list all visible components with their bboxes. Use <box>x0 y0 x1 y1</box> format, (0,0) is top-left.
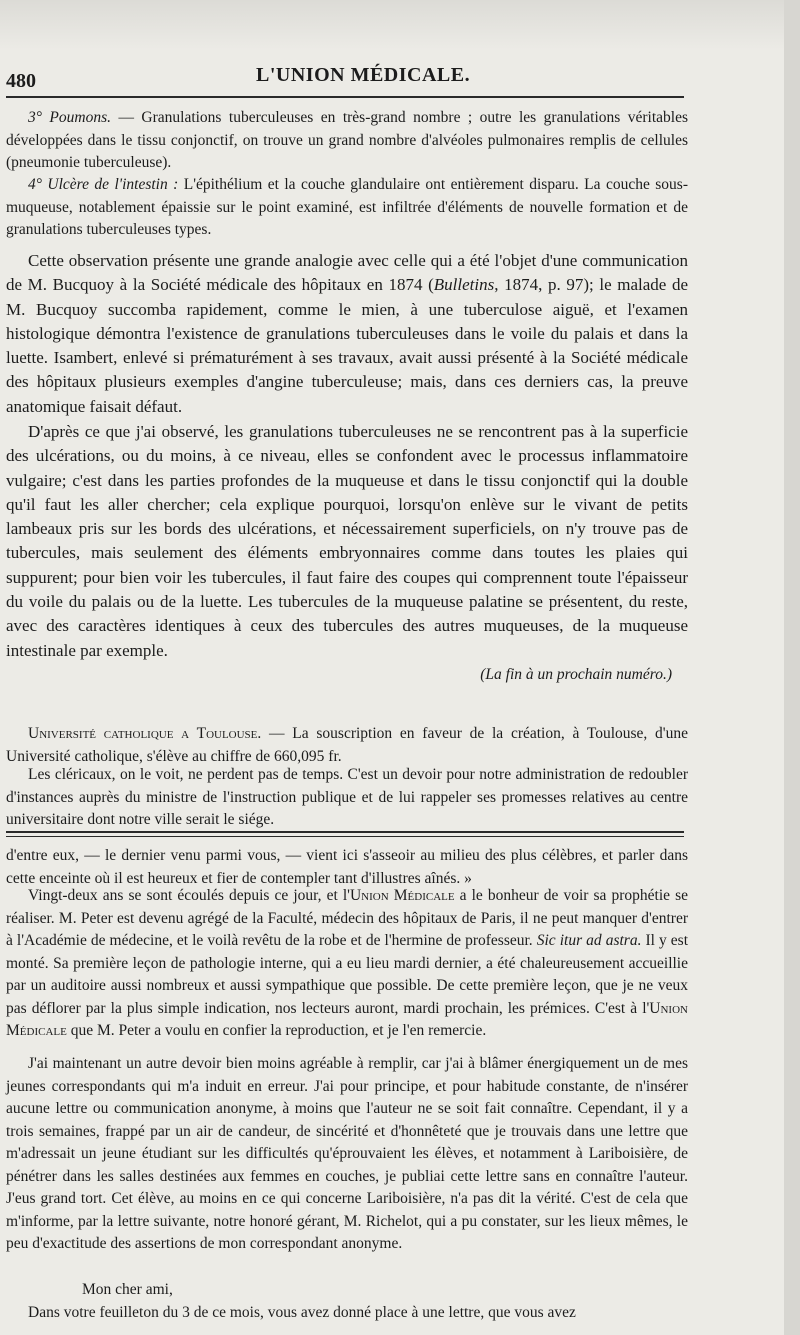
finding-lungs-label: 3° Poumons. <box>28 109 111 126</box>
finding-intestine-text: L'épithélium et la couche glandulaire ont entièrement disparu. La couche sous-muqueuse, notablement épaissie sur le point examiné, est infiltrée d'éléments de nouvelle formation et de granulations tuberculeuses types. <box>6 176 688 238</box>
feuilleton-text-a: Vingt-deux ans se sont écoulés depuis ce jour, et l' <box>28 887 350 904</box>
news-university-text: — La souscription en faveur de la création, à Toulouse, d'une Université catholique, s'élève au chiffre de 660,095 fr. <box>6 725 688 765</box>
observation-text-a: Cette observation présente une grande analogie avec celle qui a été l'objet d'une communication de M. Bucquoy à la Société médicale des hôpitaux en 1874 ( <box>6 251 688 295</box>
continuation-note: (La fin à un prochain numéro.) <box>480 666 672 683</box>
finding-lungs <box>6 107 688 175</box>
feuilleton-text-b: a le bonheur de voir sa prophétie se réaliser. M. Peter est devenu agrégé de la Faculté, médecin des hôpitaux de Paris, il ne peut manquer d'entrer à l'Académie de médecine, et le voilà revêtu de la robe et de l'hermine de professeur. <box>6 887 689 949</box>
news-clerical: Les cléricaux, on le voit, ne perdent pas de temps. C'est un devoir pour notre administration de redoubler d'instances auprès du ministre de l'instruction publique et de lui rappeler ses promesses relatives au centre universitaire dont notre ville serait le siége. <box>6 766 688 828</box>
feuilleton-text-d: que M. Peter a voulu en confier la reproduction, et je l'en remercie. <box>66 1022 487 1039</box>
latin-quote: Sic itur ad astra. <box>536 932 642 949</box>
observation-text-b: , 1874, p. 97); le malade de M. Bucquoy succomba rapidement, comme le mien, à une tuberculose aiguë, et l'examen histologique démontra l'existence de granulations tuberculeuses dans le voile du palais et dans la luette. Isambert, enlevé si prématurément à ses travaux, avait aussi présenté à la Société médicale des hôpitaux plusieurs exemples d'angine tuberculeuse; mais, dans ces derniers cas, la preuve anatomique faisait défaut. <box>6 275 689 416</box>
feuilleton-opening: d'entre eux, — le dernier venu parmi vous, — vient ici s'asseoir au milieu des plus célèbres, et parler dans cette enceinte où il est heureux et fier de contempler tant d'illustres aînés. » <box>6 847 688 887</box>
journal-name: Union Médicale <box>349 887 455 904</box>
finding-lungs-text: — Granulations tuberculeuses en très-grand nombre ; outre les granulations véritables développées dans le tissu conjonctif, on trouve un grand nombre d'alvéoles pulmonaires remplis de cellules (pneumonie tuberculeuse). <box>6 109 688 171</box>
news-university <box>6 723 688 768</box>
page-header <box>0 62 800 98</box>
running-title: L'UNION MÉDICALE. <box>256 64 471 86</box>
observation-paragraph-2: D'après ce que j'ai observé, les granulations tuberculeuses ne se rencontrent pas à la superficie des ulcérations, ou du moins, à ce niveau, elles se confondent avec le processus inflammatoire vulgaire; c'est dans les parties profondes de la muqueuse et dans le tissu conjonctif qui la double qu'il faut les aller chercher; cela explique pourquoi, lorsqu'on enlève sur le vivant de petits lambeaux pris sur les bords des ulcérations, et nécessairement superficiels, on n'y trouve pas de tubercules, mais seulement des éléments embryonnaires comme dans toutes les plaies qui suppurent; pour bien voir les tubercules, il faut faire des coupes qui comprennent toute l'épaisseur du voile du palais ou de la luette. Les tubercules de la muqueuse palatine se présentent, du reste, avec des caractères identiques à ceux des tubercules des autres muqueuses, de la muqueuse intestinale par exemple. <box>6 422 688 660</box>
header-rule <box>6 96 684 98</box>
feuilleton-text-c: Il y est monté. Sa première leçon de pathologie interne, qui a eu lieu mardi dernier, a été chaleureusement accueillie par un auditoire aussi nombreux et aussi sympathique que possible. De cette première leçon, que je ne veux pas déflorer par la plus simple indication, nos lecteurs auront, mardi prochain, les prémices. C'est à l' <box>6 932 689 1017</box>
page-edge-shadow <box>784 0 800 1335</box>
letter-first-line: Dans votre feuilleton du 3 de ce mois, vous avez donné place à une lettre, que vous avez <box>28 1304 576 1321</box>
page-number: 480 <box>6 70 36 92</box>
finding-intestine <box>6 174 688 242</box>
observation-paragraph-1 <box>6 249 688 419</box>
letter-salutation: Mon cher ami, <box>82 1281 173 1298</box>
observation-citation: Bulletins <box>433 275 495 295</box>
bleed-through-area <box>0 0 800 50</box>
feuilleton-duty-paragraph: J'ai maintenant un autre devoir bien moins agréable à remplir, car j'ai à blâmer énergiquement un de mes jeunes correspondants qui m'a induit en erreur. J'ai pour principe, et pour habitude constante, de n'insérer aucune lettre ou communication anonyme, à moins que l'auteur ne se soit fait connaître. Cependant, il y a trois semaines, frappé par un air de candeur, de sincérité et d'honnêteté que je trouvais dans une lettre que m'adressait un jeune étudiant sur les difficultés qu'éprouvaient les élèves, et notamment à Lariboisière, de pénétrer dans les salles destinées aux femmes en couches, je publiai cette lettre sans en connaître l'auteur. J'eus grand tort. Cet élève, au moins en ce qui concerne Lariboisière, n'a pas dit la vérité. C'est de cela que m'informe, par la lettre suivante, notre honoré gérant, M. Richelot, qui a pu constater, sur les lieux mêmes, le peu d'exactitude des assertions de mon correspondant anonyme. <box>6 1055 688 1252</box>
section-rule-thin <box>6 836 684 837</box>
finding-intestine-label: 4° Ulcère de l'intestin : <box>28 176 179 193</box>
feuilleton-peter-paragraph <box>6 885 688 1043</box>
journal-name-2: Union Médicale <box>6 999 688 1039</box>
news-university-label: Université catholique a Toulouse. <box>28 725 262 742</box>
section-rule-thick <box>6 831 684 833</box>
